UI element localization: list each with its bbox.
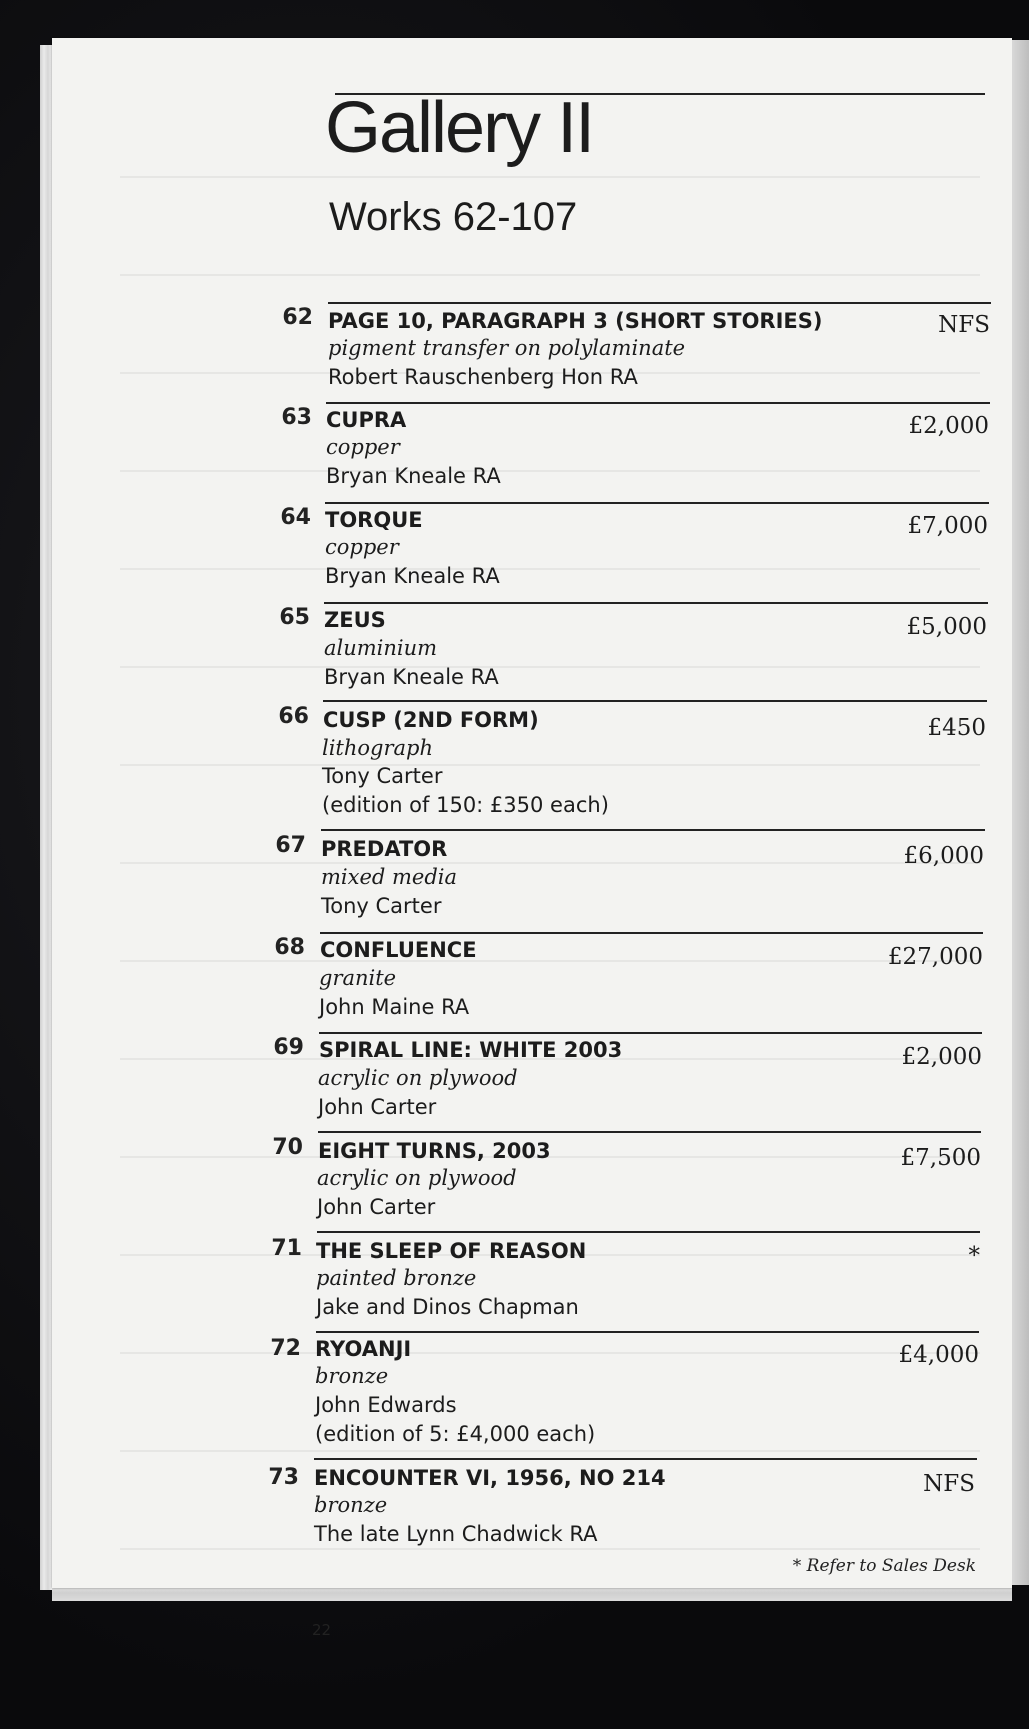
- entry-artist: Tony Carter: [322, 764, 443, 788]
- entry-number: 72: [270, 1336, 301, 1361]
- entry-medium: mixed media: [321, 865, 458, 889]
- entry-title: PREDATOR: [321, 837, 448, 861]
- entry-price: £2,000: [901, 1044, 982, 1070]
- sales-desk-footnote: * Refer to Sales Desk: [792, 1556, 976, 1576]
- entry-title: THE SLEEP OF REASON: [316, 1239, 587, 1263]
- entry-artist: John Maine RA: [319, 995, 470, 1019]
- entry-price: £27,000: [887, 944, 983, 970]
- entry-number: 67: [275, 833, 306, 858]
- entry-medium: granite: [319, 966, 397, 990]
- entry-rule: [321, 829, 985, 831]
- entry-artist: The late Lynn Chadwick RA: [314, 1522, 598, 1546]
- entry-medium: copper: [326, 435, 400, 459]
- entry-price-asterisk: *: [968, 1243, 980, 1269]
- entry-medium: aluminium: [324, 636, 438, 660]
- entry-artist: Bryan Kneale RA: [326, 464, 501, 488]
- entry-price: £7,500: [900, 1145, 981, 1171]
- entry-title: PAGE 10, PARAGRAPH 3 (SHORT STORIES): [328, 309, 823, 333]
- entry-price: NFS: [938, 312, 990, 338]
- entry-title: CUSP (2ND FORM): [323, 708, 539, 732]
- entry-number: 71: [271, 1236, 302, 1261]
- entry-rule: [318, 1131, 981, 1133]
- page-subtitle: Works 62-107: [329, 195, 578, 239]
- entry-medium: painted bronze: [316, 1266, 477, 1290]
- entry-medium: acrylic on plywood: [318, 1066, 518, 1090]
- entry-edition-note: (edition of 5: £4,000 each): [315, 1422, 596, 1446]
- entry-number: 63: [281, 405, 312, 430]
- entry-title: RYOANJI: [315, 1337, 412, 1361]
- entry-artist: Bryan Kneale RA: [324, 665, 499, 689]
- entry-price: £7,000: [907, 513, 988, 539]
- entry-medium: copper: [325, 535, 399, 559]
- entry-artist: Jake and Dinos Chapman: [316, 1295, 579, 1319]
- entry-number: 70: [272, 1135, 303, 1160]
- entry-medium: acrylic on plywood: [317, 1166, 517, 1190]
- entry-rule: [325, 502, 989, 504]
- entry-price: £450: [927, 715, 986, 741]
- entry-rule: [326, 402, 990, 404]
- entry-title: ENCOUNTER VI, 1956, NO 214: [314, 1466, 666, 1490]
- entry-number: 68: [274, 935, 305, 960]
- page-title: Gallery II: [325, 88, 594, 168]
- entry-rule: [317, 1231, 980, 1233]
- entry-number: 64: [280, 505, 311, 530]
- entry-price: £2,000: [908, 413, 989, 439]
- page-number: 22: [312, 1621, 332, 1639]
- entry-number: 69: [273, 1035, 304, 1060]
- entry-artist: John Carter: [317, 1195, 436, 1219]
- entry-title: CUPRA: [326, 408, 407, 432]
- entry-rule: [323, 700, 987, 702]
- entry-artist: Tony Carter: [321, 894, 442, 918]
- entry-edition-note: (edition of 150: £350 each): [322, 793, 609, 817]
- entry-title: TORQUE: [325, 508, 423, 532]
- entry-artist: John Edwards: [315, 1393, 457, 1417]
- entry-price: £6,000: [903, 843, 984, 869]
- entry-price: NFS: [923, 1471, 975, 1497]
- entry-title: CONFLUENCE: [320, 938, 477, 962]
- entry-medium: lithograph: [322, 736, 434, 760]
- entry-artist: Bryan Kneale RA: [325, 564, 500, 588]
- entry-medium: bronze: [315, 1364, 389, 1388]
- entry-number: 62: [282, 305, 313, 330]
- entry-number: 65: [279, 605, 310, 630]
- entry-price: £5,000: [906, 614, 987, 640]
- entry-rule: [320, 932, 983, 934]
- entry-rule: [328, 302, 991, 304]
- entry-artist: Robert Rauschenberg Hon RA: [328, 365, 638, 389]
- entry-price: £4,000: [898, 1342, 979, 1368]
- entry-title: EIGHT TURNS, 2003: [318, 1139, 551, 1163]
- entry-rule: [314, 1458, 977, 1460]
- page-stack-left-edge: [40, 45, 52, 1590]
- entry-number: 73: [268, 1465, 299, 1490]
- entry-title: SPIRAL LINE: WHITE 2003: [319, 1038, 623, 1062]
- entry-rule: [316, 1331, 979, 1333]
- page-edge-right: [1012, 40, 1029, 1585]
- entry-rule: [319, 1032, 982, 1034]
- entry-medium: bronze: [314, 1493, 388, 1517]
- entry-number: 66: [278, 704, 309, 729]
- entry-medium: pigment transfer on polylaminate: [328, 336, 686, 360]
- entry-title: ZEUS: [324, 608, 386, 632]
- entry-artist: John Carter: [318, 1095, 437, 1119]
- entry-rule: [324, 602, 988, 604]
